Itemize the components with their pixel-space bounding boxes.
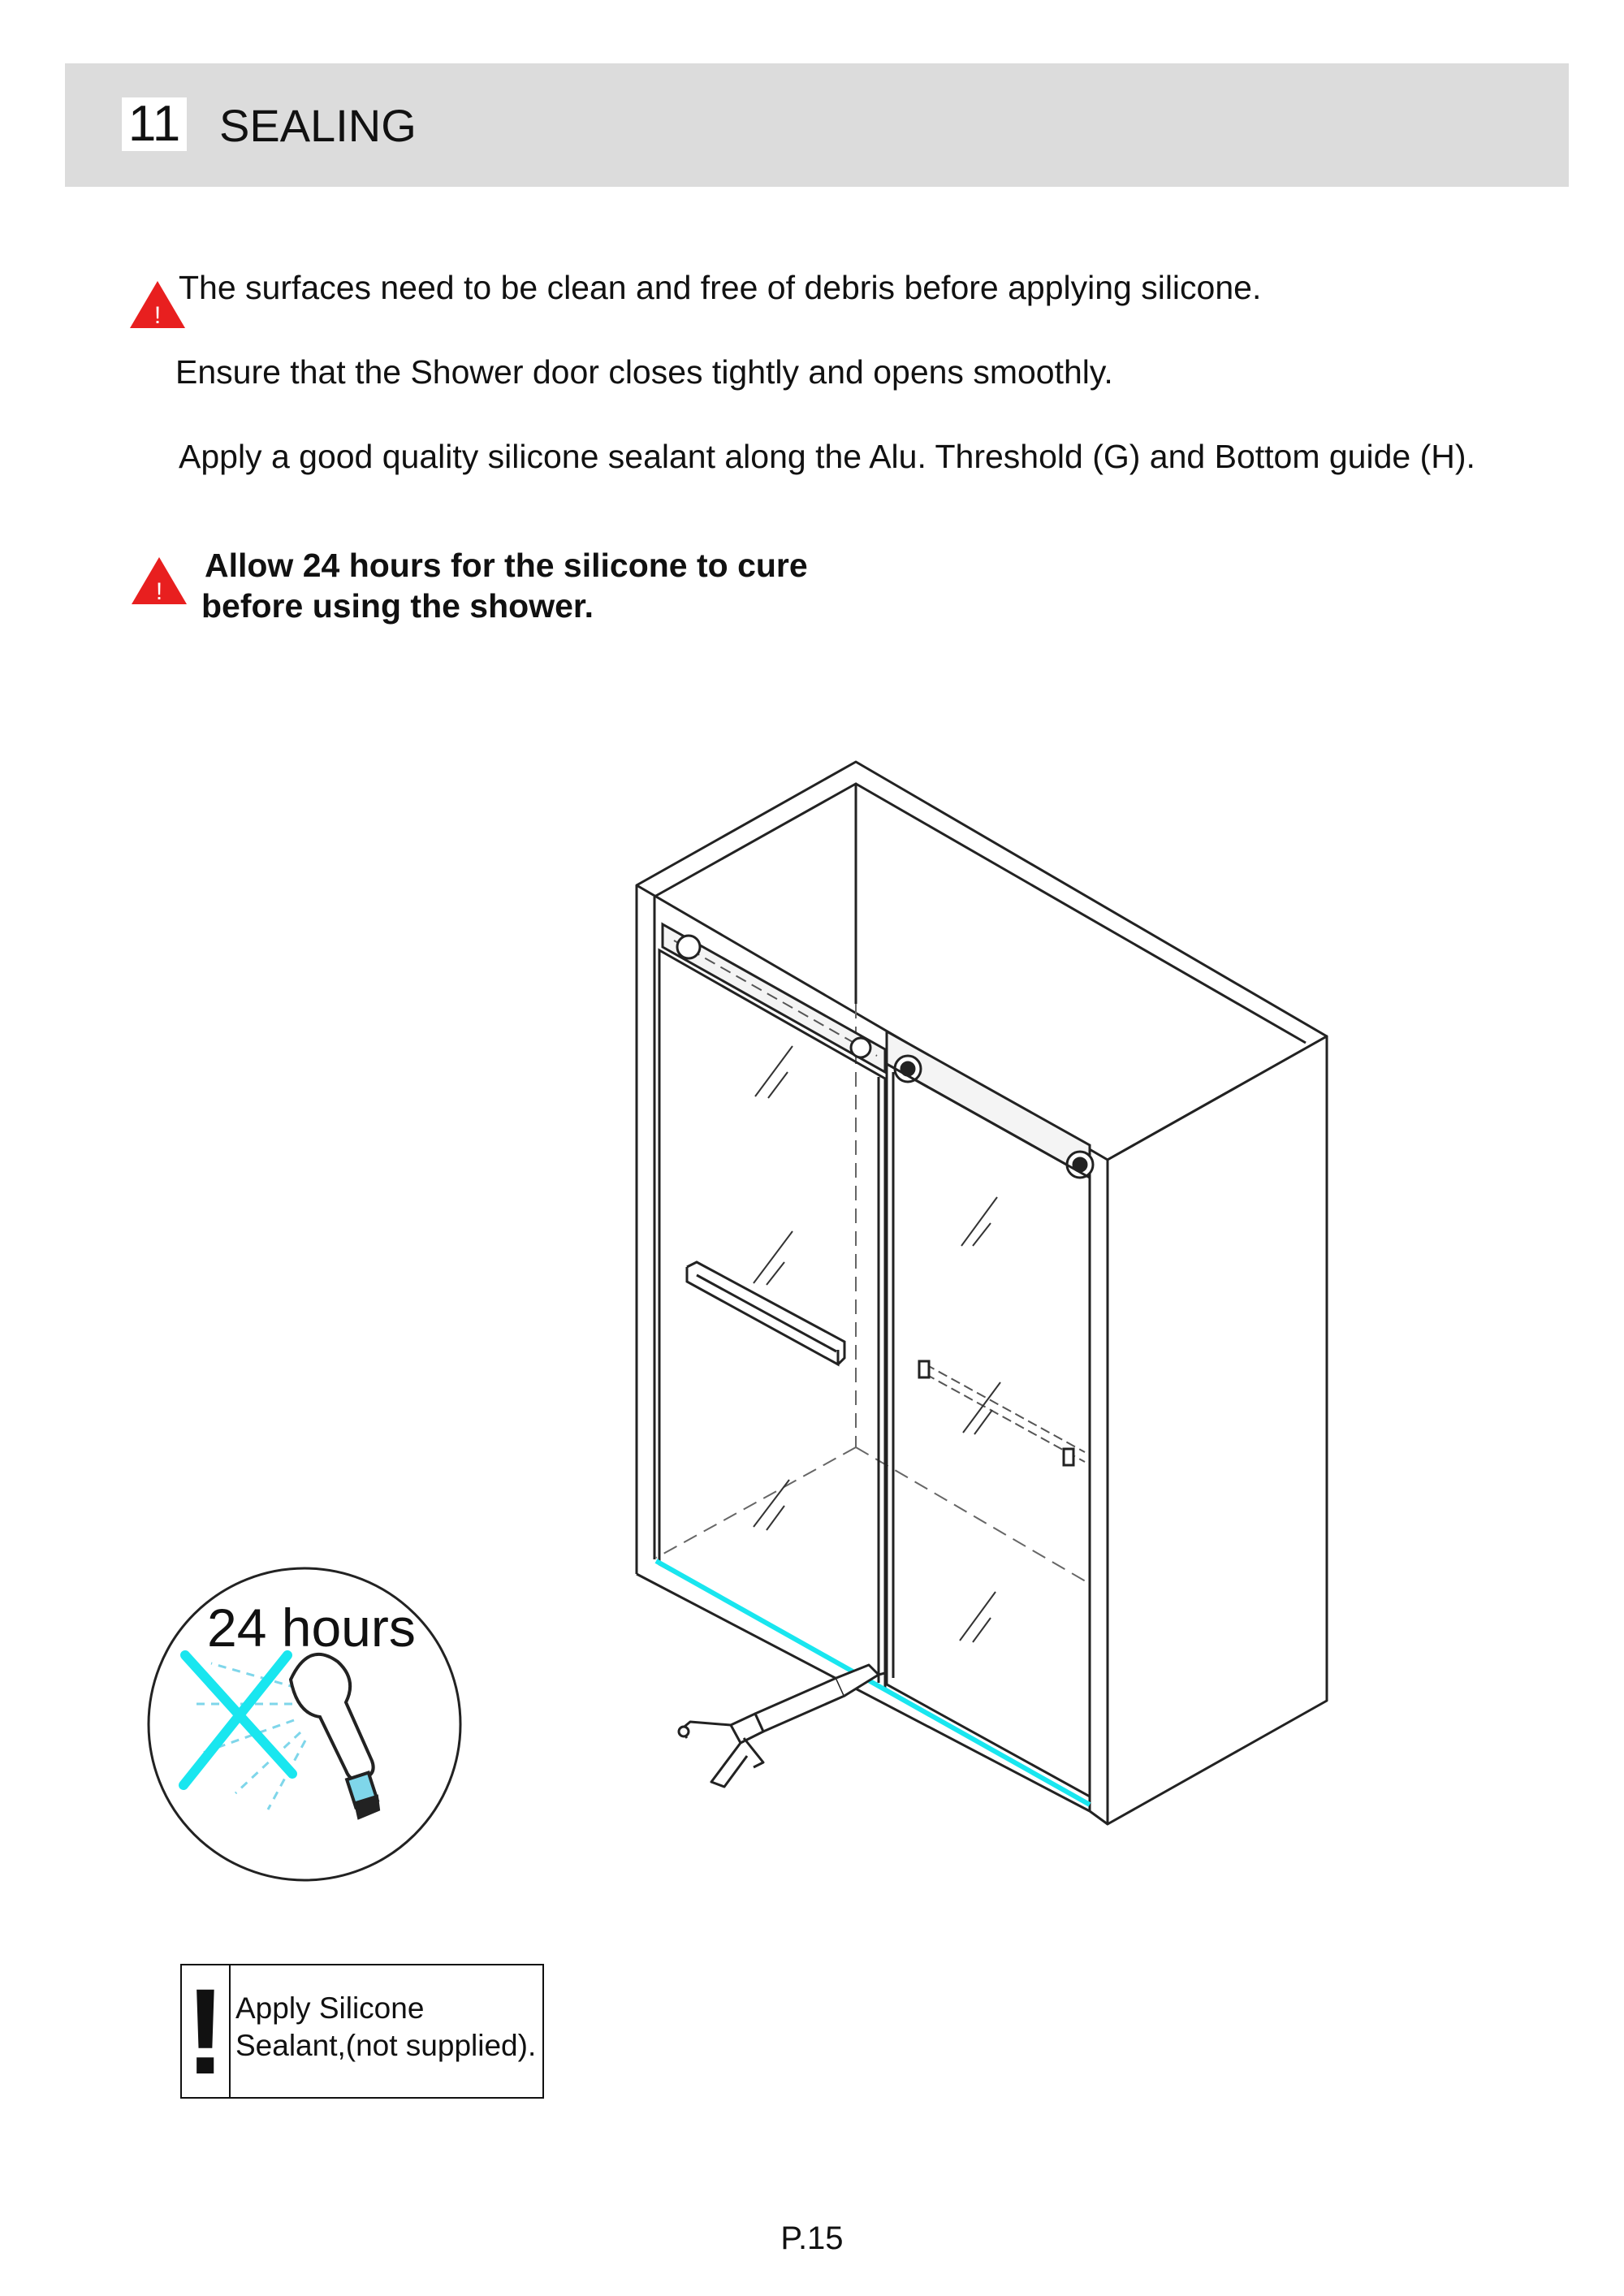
sealant-note-line1: Apply Silicone <box>235 1991 425 2025</box>
right-wall-panel <box>1108 1036 1327 1824</box>
cure-warning-line2: before using the shower. <box>201 587 594 625</box>
step-number: 11 <box>122 97 187 151</box>
page-number: P.15 <box>780 2220 844 2256</box>
instruction-clean-surfaces: The surfaces need to be clean and free of debris before applying silicone. <box>179 269 1262 306</box>
exclamation-icon: ! <box>182 1965 231 2097</box>
left-door-glass <box>659 950 885 1689</box>
sealant-note-line2: Sealant,(not supplied). <box>235 2029 537 2062</box>
svg-text:!: ! <box>155 578 163 605</box>
sealant-note-text <box>235 1990 536 2065</box>
cure-warning-line1: Allow 24 hours for the silicone to cure <box>205 547 808 584</box>
sealant-note <box>180 1964 544 2099</box>
step-title: SEALING <box>219 100 417 151</box>
instruction-apply-sealant: Apply a good quality silicone sealant along the Alu. Threshold (G) and Bottom guide (H). <box>179 438 1475 475</box>
svg-text:!: ! <box>153 302 162 329</box>
right-door-glass <box>887 1064 1090 1797</box>
instruction-door-closes: Ensure that the Shower door closes tightly and opens smoothly. <box>175 353 1113 391</box>
caulk-gun-icon <box>679 1665 885 1787</box>
cure-time-label: 24 hours <box>207 1598 416 1658</box>
